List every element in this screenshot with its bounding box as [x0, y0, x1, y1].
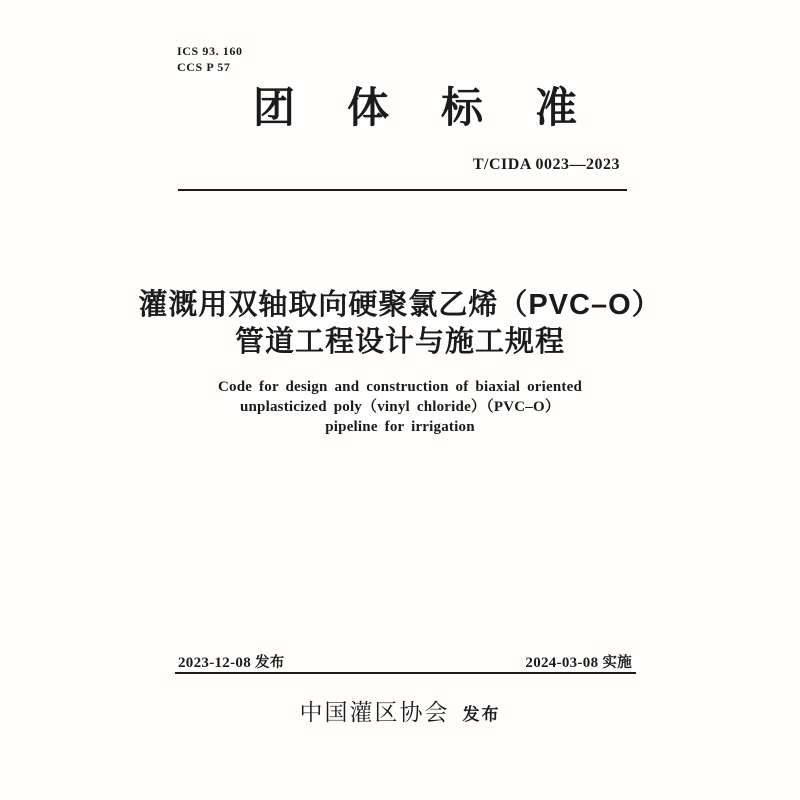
main-title-cn-line2: 管道工程设计与施工规程: [234, 326, 565, 358]
main-title-en-line2: unplasticized poly（vinyl chloride）（PVC–O）: [239, 399, 561, 415]
issue-date: 2023-12-08: [178, 655, 251, 671]
document-type-title: 团体标准: [253, 84, 630, 131]
publisher-name: 中国灌区协会: [299, 700, 450, 725]
footer-divider-rule: [175, 672, 636, 674]
main-title-en-line3: pipeline for irrigation: [325, 419, 475, 435]
ccs-code: CCS P 57: [177, 60, 231, 74]
publisher-line: [0, 694, 800, 727]
implementation-date-label: 实施: [602, 655, 632, 671]
ics-code: ICS 93. 160: [177, 44, 243, 58]
publish-action-label: 发布: [462, 705, 501, 724]
implementation-date: 2024-03-08: [525, 655, 599, 671]
main-title-en-line1: Code for design and construction of biaxial oriented: [217, 379, 583, 395]
standard-number: T/CIDA 0023—2023: [472, 156, 620, 173]
issue-date-line: [178, 651, 285, 672]
main-title-english: [0, 377, 800, 437]
issue-date-label: 发布: [255, 655, 285, 671]
main-title-chinese: [0, 287, 800, 361]
header-divider-rule: [178, 189, 627, 191]
implementation-date-line: [525, 651, 632, 672]
main-title-cn-line1: 灌溉用双轴取向硬聚氯乙烯（PVC–O）: [138, 289, 662, 321]
